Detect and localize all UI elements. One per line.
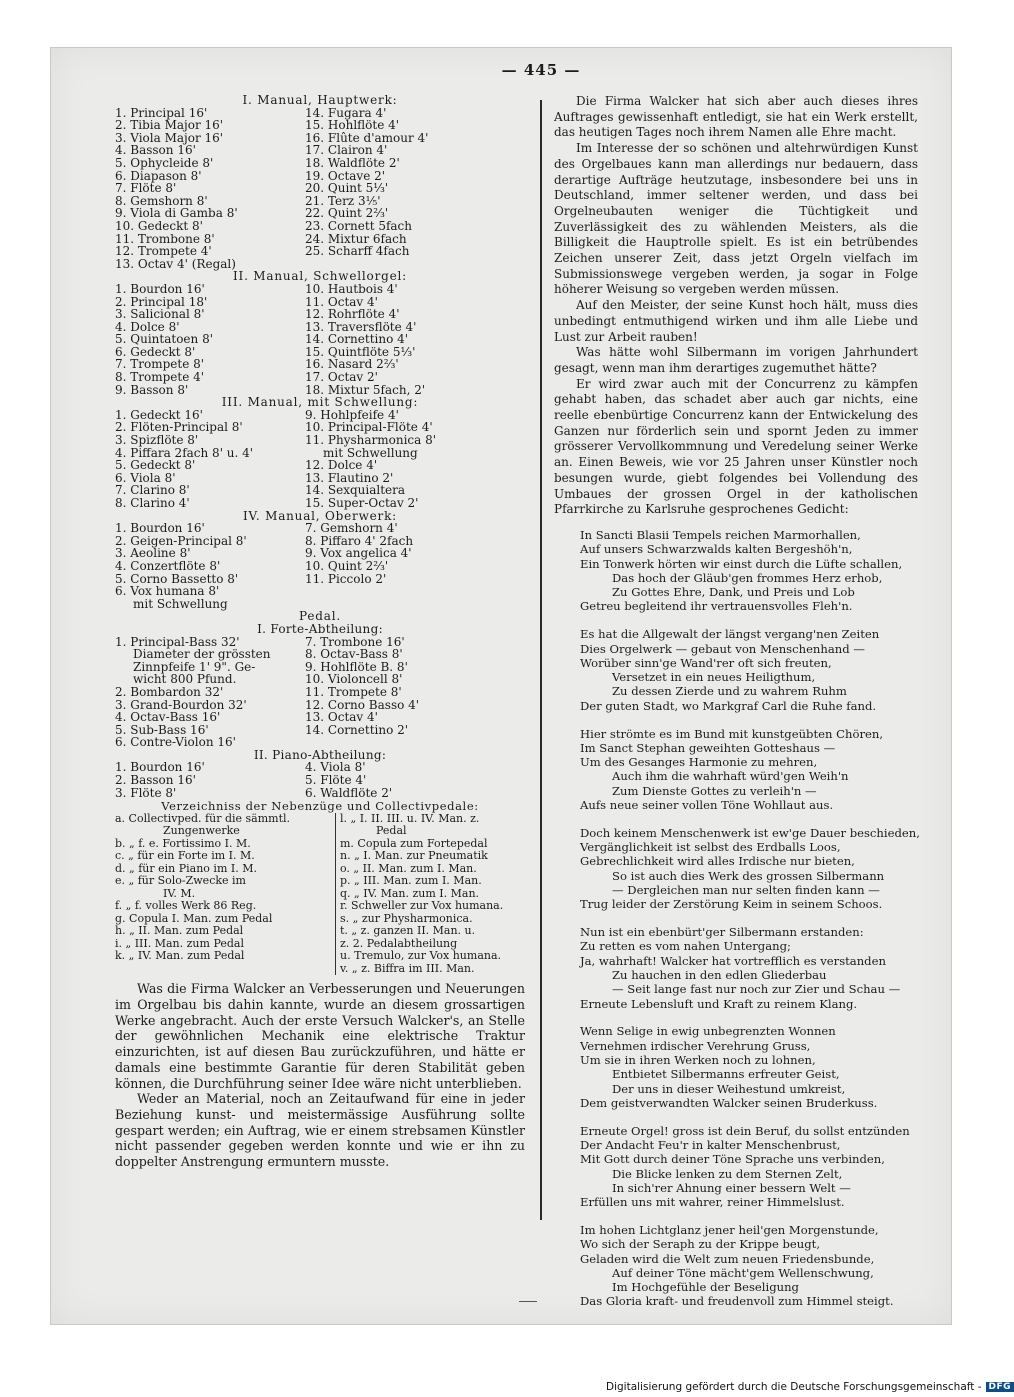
stop-entry: 11. Trompete 8'	[305, 684, 402, 699]
verzeichniss-table	[115, 813, 525, 976]
poem-stanza	[580, 1124, 918, 1210]
stop-entry: 25. Scharff 4fach	[305, 244, 410, 259]
poem-stanza	[580, 826, 918, 912]
stop-entry: 9. Viola di Gamba 8'	[115, 206, 238, 221]
stop-entry: 18. Mixtur 5fach, 2'	[305, 382, 426, 397]
verzeichniss-row	[115, 925, 525, 938]
stop-entry: 24. Mixtur 6fach	[305, 231, 407, 246]
stop-entry: 2. Basson 16'	[115, 773, 196, 788]
stop-entry: 10. Hautbois 4'	[305, 281, 398, 296]
left-column	[115, 94, 525, 1170]
stop-entry: 14. Fugara 4'	[305, 105, 387, 120]
poem-line: Worüber sinn'ge Wand'rer oft sich freuten,	[580, 655, 832, 670]
footer-text: Digitalisierung gefördert durch die Deutsche Forschungsgemeinschaft -	[606, 1381, 982, 1393]
poem-line: Dies Orgelwerk — gebaut von Menschenhand —	[580, 641, 865, 656]
stop-entry: 22. Quint 2⅔'	[305, 206, 389, 221]
poem-line: Erneute Lebensluft und Kraft zu reinem Klang.	[580, 996, 858, 1011]
stop-entry: 2. Flöten-Principal 8'	[115, 420, 243, 435]
stop-entry: 7. Gemshorn 4'	[305, 521, 398, 536]
stop-entry: 8. Clarino 4'	[115, 496, 190, 510]
poem-line: — Dergleichen man nur selten finden kann —	[612, 883, 880, 898]
verzeichniss-cell: Zungenwerke	[115, 825, 336, 838]
page-number: — 445 —	[501, 61, 581, 79]
verzeichniss-cell: k. „ IV. Man. zum Pedal	[115, 950, 336, 963]
pedal-piano-stops	[115, 761, 525, 799]
poem-line: Um des Gesanges Harmonie zu mehren,	[580, 755, 818, 770]
stop-entry: 6. Gedeckt 8'	[115, 344, 196, 359]
stop-entry: 12. Rohrflöte 4'	[305, 307, 400, 322]
stop-entry: 11. Trombone 8'	[115, 231, 215, 246]
poem-line: Wo sich der Seraph zu der Krippe beugt,	[580, 1237, 821, 1252]
stop-entry	[305, 585, 525, 598]
stop-entry: 6. Diapason 8'	[115, 168, 202, 183]
poem-line: Ja, wahrhaft! Walcker hat vortrefflich es verstanden	[580, 953, 886, 968]
poem-line: Es hat die Allgewalt der längst vergang'nen Zeiten	[580, 627, 880, 642]
stop-entry: 18. Waldflöte 2'	[305, 155, 400, 170]
left-prose	[115, 981, 525, 1169]
stop-entry: 10. Principal-Flöte 4'	[305, 420, 433, 435]
stop-entry: 4. Piffara 2fach 8' u. 4'	[115, 445, 254, 460]
poem-line: Nun ist ein ebenbürt'ger Silbermann erstanden:	[580, 925, 864, 940]
manual-3-stops	[115, 409, 525, 510]
dfg-logo: DFG	[986, 1382, 1014, 1392]
poem-stanza	[580, 528, 918, 614]
pedal-heading: Pedal.	[299, 609, 341, 624]
stop-entry: 4. Viola 8'	[305, 760, 366, 775]
poem-line: Zum Dienste Gottes zu verleih'n —	[612, 783, 817, 798]
poem-line: Der Andacht Feu'r in kalter Menschenbrust,	[580, 1137, 841, 1152]
right-paragraph: Die Firma Walcker hat sich aber auch dieses ihres Auftrages gewissenhaft entledigt, sie hat ein Werk erstellt, das heutigen Tages noch ihrem Namen alle Ehre macht.	[554, 94, 918, 140]
poem-line: Erneute Orgel! gross ist dein Beruf, du sollst entzünden	[580, 1123, 910, 1138]
stop-entry: 8. Piffaro 4' 2fach	[305, 533, 414, 548]
stop-entry: 12. Corno Basso 4'	[305, 697, 420, 712]
stop-entry: 16. Nasard 2⅔'	[305, 357, 399, 372]
verzeichniss-cell	[115, 963, 336, 976]
stop-entry: 1. Principal 16'	[115, 105, 208, 120]
poem-line: Der uns in dieser Weihestund umkreist,	[612, 1081, 846, 1096]
poem-stanza	[580, 627, 918, 713]
stop-entry: 5. Ophycleide 8'	[115, 155, 214, 170]
verzeichniss-row	[115, 850, 525, 863]
poem-line: Zu retten es vom nahen Untergang;	[580, 939, 791, 954]
poem-line: Auch ihm die wahrhaft würd'gen Weih'n	[612, 769, 849, 784]
poem-line: Zu Gottes Ehre, Dank, und Preis und Lob	[612, 585, 855, 600]
stop-entry: 5. Gedeckt 8'	[115, 458, 196, 473]
poem-line: Im Hochgefühle der Beseligung	[612, 1280, 799, 1295]
stop-entry: 21. Terz 3⅕'	[305, 193, 381, 208]
stop-entry: mit Schwellung	[133, 596, 228, 611]
stop-entry: 8. Gemshorn 8'	[115, 193, 208, 208]
stop-entry: 16. Flûte d'amour 4'	[305, 130, 429, 145]
stop-entry: 12. Dolce 4'	[305, 458, 378, 473]
stop-entry: 4. Basson 16'	[115, 143, 196, 158]
bottom-rule	[519, 1301, 537, 1302]
poem-line: In sich'rer Ahnung einer bessern Welt —	[612, 1180, 851, 1195]
left-paragraph: Weder an Material, noch an Zeitaufwand für eine in jeder Beziehung kunst- und meistermässige Ausführung sollte gespart werden; ein Auftrag, wie er einem strebsamen Künstler nicht passender gegeben werden konnte und wie er ihn zu doppelter Anstrengung ermuntern musste.	[115, 1091, 525, 1170]
stop-entry: Zinnpfeife 1' 9". Ge-	[133, 659, 256, 674]
poem-line: Wenn Selige in ewig unbegrenzten Wonnen	[580, 1024, 836, 1039]
stop-entry: 13. Flautino 2'	[305, 470, 394, 485]
verzeichniss-cell: Pedal	[376, 824, 407, 838]
poem-stanza	[580, 727, 918, 813]
poem-stanza	[580, 925, 918, 1011]
stop-entry: 10. Violoncell 8'	[305, 672, 403, 687]
manual-2-stops	[115, 283, 525, 396]
poem-line: Dem geistverwandten Walcker seinen Bruderkuss.	[580, 1095, 878, 1110]
verzeichniss-cell: b. „ f. e. Fortissimo I. M.	[115, 838, 336, 851]
stop-entry: 2. Tibia Major 16'	[115, 118, 224, 133]
stop-entry: 4. Dolce 8'	[115, 319, 180, 334]
stop-entry: 2. Geigen-Principal 8'	[115, 533, 247, 548]
column-divider	[540, 100, 542, 1220]
verzeichniss-cell: i. „ III. Man. zum Pedal	[115, 938, 336, 951]
left-paragraph: Was die Firma Walcker an Verbesserungen und Neuerungen im Orgelbau bis dahin kannte, wurde an diesem grossartigen Werke angebracht. Auch der erste Versuch Walcker's, an Stelle der gewöhnlichen Mechanik eine elektrische Traktur einzurichten, ist auf diesen Bau zurückzuführen, und hätte er damals eine bestimmte Garantie für deren Stabilität geben können, die Durchführung seiner Idee wäre nicht unterblieben.	[115, 981, 525, 1091]
poem-line: Das Gloria kraft- und freudenvoll zum Himmel steigt.	[580, 1294, 894, 1309]
stop-entry: 15. Super-Octav 2'	[305, 496, 419, 510]
right-paragraph: Im Interesse der so schönen und altehrwürdigen Kunst des Orgelbaues kann man allerdings nur bedauern, dass derartige Aufträge heutzutage, insbesondere bei uns in Deutschland, immer seltener werden, und dass bei Orgelneubauten weniger die Tüchtigkeit und Zuverlässigkeit des zu wählenden Meisters, als die Billigkeit die Hauptrolle spielt. Es ist ein betrübendes Zeichen unserer Zeit, dass jetzt Orgeln vielfach im Submissionswege vergeben werden, ja sogar in Folge höherer Weisung so vergeben werden müssen.	[554, 141, 918, 297]
scanned-page	[50, 47, 952, 1325]
dfg-footer	[606, 1381, 1012, 1393]
verzeichniss-cell: m. Copula zum Fortepedal	[340, 836, 488, 850]
stop-entry: 14. Cornettino 4'	[305, 332, 409, 347]
stop-entry: 3. Aeoline 8'	[115, 546, 191, 561]
stop-entry: 23. Cornett 5fach	[305, 218, 413, 233]
stop-entry: 5. Quintatoen 8'	[115, 332, 213, 347]
right-paragraph: Auf den Meister, der seine Kunst hoch hält, muss dies unbedingt entmuthigend wirken und ihm alle Liebe und Lust zur Arbeit rauben!	[554, 298, 918, 344]
stop-entry: 4. Octav-Bass 16'	[115, 710, 221, 725]
manual-1-heading: I. Manual, Hauptwerk:	[242, 93, 398, 107]
stop-entry: Diameter der grössten	[133, 647, 271, 662]
verzeichniss-row	[115, 900, 525, 913]
manual-4-stops	[115, 522, 525, 610]
stop-entry: 1. Bourdon 16'	[115, 281, 205, 296]
stop-entry: 6. Contre-Violon 16'	[115, 735, 236, 750]
stop-entry: 3. Spizflöte 8'	[115, 433, 199, 448]
poem-line: In Sancti Blasii Tempels reichen Marmorhallen,	[580, 527, 861, 542]
stop-entry: 1. Principal-Bass 32'	[115, 634, 240, 649]
poem-line: Entbietet Silbermanns erfreuter Geist,	[612, 1067, 840, 1082]
poem-line: Der guten Stadt, wo Markgraf Carl die Ruhe fand.	[580, 698, 877, 713]
stop-entry: 7. Trombone 16'	[305, 634, 405, 649]
poem-line: Auf deiner Töne mächt'gem Wellenschwung,	[612, 1265, 874, 1280]
poem-stanza	[580, 1024, 918, 1110]
stop-entry: 7. Clarino 8'	[115, 483, 190, 498]
poem-line: Hier strömte es im Bund mit kunstgeübten Chören,	[580, 726, 884, 741]
stop-entry: 1. Bourdon 16'	[115, 521, 205, 536]
manual-3-heading: III. Manual, mit Schwellung:	[221, 395, 419, 410]
poem-line: So ist auch dies Werk des grossen Silbermann	[612, 868, 885, 883]
pedal-forte-stops	[115, 636, 525, 749]
stop-entry: 5. Corno Bassetto 8'	[115, 571, 239, 586]
poem-line: Die Blicke lenken zu dem Sternen Zelt,	[612, 1166, 843, 1181]
right-paragraph: Er wird zwar auch mit der Concurrenz zu kämpfen gehabt haben, das schadet aber auch gar nichts, eine reelle ebenbürtige Concurrenz kann der Entwickelung des Ganzen nur förderlich sein und spornt Jeden zu immer grösserer Vervollkommnung und Veredelung seiner Werke an. Einen Beweis, wie vor 25 Jahren unser Künstler noch besungen wurde, giebt folgendes bei Vollendung des Umbaues der grossen Orgel in der katholischen Pfarrkirche zu Karlsruhe gesprochenes Gedicht:	[554, 376, 918, 517]
stop-entry: 14. Sexquialtera	[305, 483, 406, 498]
manual-1-stops	[115, 107, 525, 258]
poem-line: Vernehmen irdischer Verehrung Gruss,	[580, 1038, 811, 1053]
stop-entry: 10. Quint 2⅔'	[305, 558, 389, 573]
verzeichniss-cell: p. „ III. Man. zum I. Man.	[340, 874, 482, 888]
poem-stanza	[580, 1223, 918, 1309]
verzeichniss-cell: u. Tremulo, zur Vox humana.	[340, 949, 502, 963]
stop-entry: 12. Trompete 4'	[115, 244, 212, 259]
stop-entry: 3. Salicional 8'	[115, 307, 205, 322]
stop-entry: 5. Sub-Bass 16'	[115, 722, 209, 737]
poem-line: Mit Gott durch deiner Töne Sprache uns verbinden,	[580, 1152, 885, 1167]
verzeichniss-cell: z. 2. Pedalabtheilung	[340, 936, 458, 950]
poem-line: Versetzet in ein neues Heiligthum,	[612, 670, 816, 685]
stop-entry: mit Schwellung	[323, 445, 418, 460]
stop-entry: 20. Quint 5⅓'	[305, 181, 389, 196]
stop-entry: 9. Hohlpfeife 4'	[305, 407, 399, 422]
verzeichniss-cell: h. „ II. Man. zum Pedal	[115, 925, 336, 938]
poem-line: Getreu begleitend ihr vertrauensvolles Fleh'n.	[580, 599, 853, 614]
poem-line: Im Sanct Stephan geweihten Gotteshaus —	[580, 740, 836, 755]
stop-entry: 3. Grand-Bourdon 32'	[115, 697, 247, 712]
manual-2-heading: II. Manual, Schwellorgel:	[233, 269, 407, 284]
poem-line: Gebrechlichkeit wird alles Irdische nur bieten,	[580, 854, 855, 869]
stop-entry: 11. Octav 4'	[305, 294, 378, 309]
stop-entry: 9. Basson 8'	[115, 382, 189, 397]
poem-line: Um sie in ihren Werken noch zu lohnen,	[580, 1052, 816, 1067]
verzeichniss-cell: IV. M.	[115, 888, 336, 901]
verzeichniss-row	[115, 950, 525, 963]
stop-entry: 5. Flöte 4'	[305, 773, 367, 788]
verzeichniss-row	[115, 875, 525, 888]
stop-entry: 3. Viola Major 16'	[115, 130, 224, 145]
poem-line: Aufs neue seiner vollen Töne Wohllaut aus.	[580, 798, 834, 813]
verzeichniss-cell: n. „ I. Man. zur Pneumatik	[340, 849, 488, 863]
stop-entry: 7. Trompete 8'	[115, 357, 205, 372]
poem-line: Das hoch der Gläub'gen frommes Herz erhob,	[612, 570, 883, 585]
verzeichniss-cell: l. „ I. II. III. u. IV. Man. z.	[340, 811, 480, 825]
stop-entry: 15. Quintflöte 5⅓'	[305, 344, 416, 359]
verzeichniss-cell: g. Copula I. Man. zum Pedal	[115, 913, 336, 926]
poem	[580, 528, 918, 1309]
verzeichniss-cell: o. „ II. Man. zum I. Man.	[340, 861, 477, 875]
stop-entry: 11. Piccolo 2'	[305, 571, 387, 586]
verzeichniss-cell: f. „ f. volles Werk 86 Reg.	[115, 900, 336, 913]
stop-entry: 4. Conzertflöte 8'	[115, 558, 221, 573]
right-column	[554, 94, 918, 1322]
poem-line: Zu dessen Zierde und zu wahrem Ruhm	[612, 684, 847, 699]
poem-line: Vergänglichkeit ist selbst des Erdballs Loos,	[580, 840, 841, 855]
stop-entry: 2. Bombardon 32'	[115, 684, 224, 699]
verzeichniss-cell: q. „ IV. Man. zum I. Man.	[340, 886, 480, 900]
stop-entry: 2. Principal 18'	[115, 294, 208, 309]
stop-entry: 8. Octav-Bass 8'	[305, 647, 403, 662]
stop-entry: 3. Flöte 8'	[115, 785, 177, 800]
poem-line: Im hohen Lichtglanz jener heil'gen Morgenstunde,	[580, 1222, 879, 1237]
poem-line: Trug leider der Zerstörung Keim in seinem Schoos.	[580, 897, 883, 912]
verzeichniss-heading: Verzeichniss der Nebenzüge und Collectivpedale:	[161, 799, 479, 814]
stop-entry: 19. Octave 2'	[305, 168, 386, 183]
stop-entry: wicht 800 Pfund.	[133, 672, 237, 687]
stop-entry: 13. Octav 4'	[305, 710, 378, 725]
verzeichniss-cell: s. „ zur Physharmonica.	[340, 911, 473, 925]
verzeichniss-cell: e. „ für Solo-Zwecke im	[115, 875, 336, 888]
stop-entry: 17. Clairon 4'	[305, 143, 388, 158]
verzeichniss-cell: c. „ für ein Forte im I. M.	[115, 850, 336, 863]
stop-entry: 6. Waldflöte 2'	[305, 785, 393, 800]
stop-entry: 6. Vox humana 8'	[115, 584, 220, 599]
poem-line: Erfüllen uns mit wahrer, reiner Himmelslust.	[580, 1195, 845, 1210]
poem-line: Geladen wird die Welt zum neuen Friedensbunde,	[580, 1251, 875, 1266]
stop-entry: 1. Gedeckt 16'	[115, 407, 203, 422]
stop-entry: 9. Hohlflöte B. 8'	[305, 659, 408, 674]
stop-entry: 7. Flöte 8'	[115, 181, 177, 196]
stop-entry	[305, 736, 525, 749]
verzeichniss-cell: v. „ z. Biffra im III. Man.	[340, 961, 475, 975]
manual-1-extra: 13. Octav 4' (Regal)	[115, 256, 236, 271]
verzeichniss-cell: a. Collectivped. für die sämmtl.	[115, 813, 336, 826]
manual-4-heading: IV. Manual, Oberwerk:	[242, 508, 398, 523]
verzeichniss-cell: t. „ z. ganzen II. Man. u.	[340, 924, 476, 938]
stop-entry: 9. Vox angelica 4'	[305, 546, 412, 561]
stop-entry: 10. Gedeckt 8'	[115, 218, 203, 233]
verzeichniss-row	[115, 963, 525, 976]
poem-line: Zu hauchen in den edlen Gliederbau	[612, 968, 827, 982]
verzeichniss-cell: r. Schweller zur Vox humana.	[340, 899, 504, 913]
right-paragraph: Was hätte wohl Silbermann im vorigen Jahrhundert gesagt, wenn man ihm derartiges zugemuthet hätte?	[554, 345, 918, 375]
poem-line: Ein Tonwerk hörten wir einst durch die Lüfte schallen,	[580, 556, 903, 571]
pedal-piano-heading: II. Piano-Abtheilung:	[253, 747, 387, 762]
poem-line: Doch keinem Menschenwerk ist ew'ge Dauer beschieden,	[580, 825, 920, 840]
pedal-forte-heading: I. Forte-Abtheilung:	[257, 621, 383, 636]
poem-line: — Seit lange fast nur noch zur Zier und Schau —	[612, 982, 901, 997]
stop-entry: 6. Viola 8'	[115, 470, 176, 485]
stop-entry: 14. Cornettino 2'	[305, 722, 409, 737]
stop-entry: 8. Trompete 4'	[115, 370, 205, 385]
stop-entry: 17. Octav 2'	[305, 370, 378, 385]
stop-entry: 15. Hohlflöte 4'	[305, 118, 400, 133]
verzeichniss-cell: d. „ für ein Piano im I. M.	[115, 863, 336, 876]
stop-entry: 11. Physharmonica 8'	[305, 433, 437, 448]
stop-entry: 13. Traversflöte 4'	[305, 319, 417, 334]
stop-entry: 1. Bourdon 16'	[115, 760, 205, 775]
poem-line: Auf unsers Schwarzwalds kalten Bergeshöh'n,	[580, 542, 853, 557]
verzeichniss-row	[115, 825, 525, 838]
